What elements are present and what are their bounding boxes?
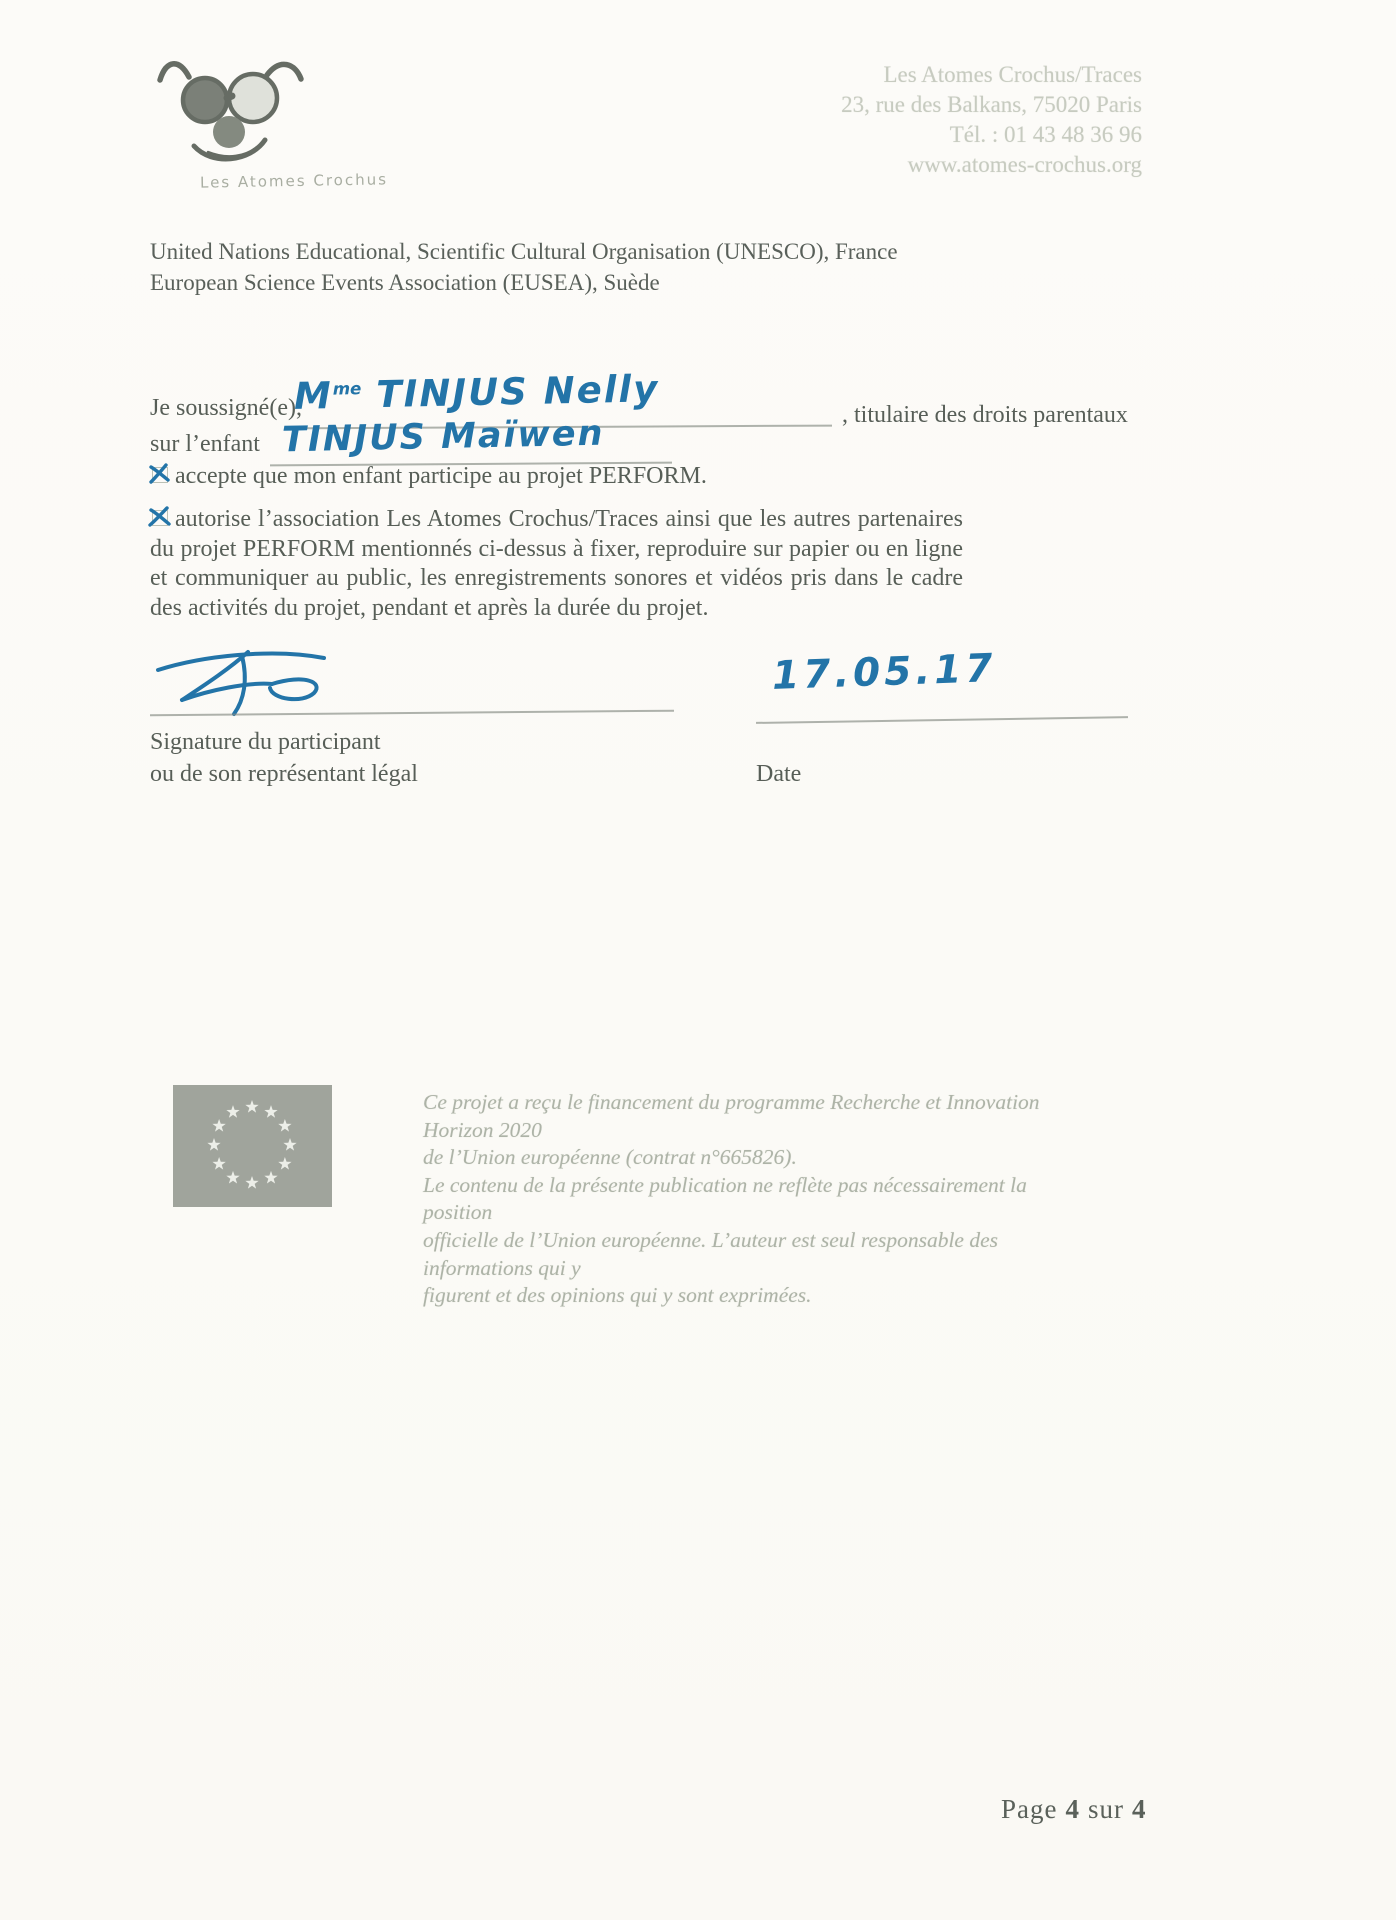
eu-funding-note [423, 1089, 1073, 1310]
page-number [1001, 1794, 1146, 1825]
disclaimer-line: Le contenu de la présente publication ne reflète pas nécessairement la position [423, 1172, 1027, 1225]
funding-line: de l’Union européenne (contrat n°665826). [423, 1145, 797, 1170]
signature-label-line: Signature du participant [150, 729, 381, 755]
consent-item-authorize [150, 505, 963, 623]
page-total: 4 [1131, 1794, 1147, 1824]
page-current: 4 [1065, 1794, 1080, 1824]
child-prefix: sur l’enfant [150, 431, 260, 457]
date-line [756, 716, 1128, 724]
organisation-line: United Nations Educational, Scientific Cultural Organisation (UNESCO), France [150, 239, 898, 264]
letterhead-address [841, 60, 1142, 180]
address-line: Tél. : 01 43 48 36 96 [949, 122, 1142, 147]
page-sur-word: sur [1087, 1794, 1124, 1824]
eu-flag-icon [173, 1085, 332, 1207]
logo-caption: Les Atomes Crochus [199, 170, 389, 192]
address-line: 23, rue des Balkans, 75020 Paris [841, 92, 1142, 117]
date-handwritten: 17.05.17 [771, 646, 998, 699]
handwritten-x-mark-icon [146, 460, 174, 488]
disclaimer-line: officielle de l’Union européenne. L’auteur est seul responsable des informations qui y [423, 1227, 998, 1280]
consent-item-accept [150, 463, 707, 490]
undersigned-suffix: , titulaire des droits parentaux [842, 402, 1128, 428]
funding-line: Ce projet a reçu le financement du programme Recherche et Innovation Horizon 2020 [423, 1090, 1040, 1142]
date-label: Date [756, 761, 802, 787]
undersigned-title-sup: me [332, 379, 362, 399]
checkbox-accept [150, 465, 172, 485]
consent-authorize-text: autorise l’association Les Atomes Crochus/Traces ainsi que les autres partenaires du projet PERFORM mentionnés ci-dessus à fixer, reproduire sur papier ou en ligne et communiquer au public, les enregistrements sonores et vidéos pris dans le cadre des activités du projet, pendant et après la durée du projet. [150, 506, 963, 621]
undersigned-name-text: TINJUS Nelly [375, 367, 660, 417]
undersigned-prefix: Je soussigné(e), [150, 395, 302, 421]
signature-scribble [152, 636, 352, 718]
disclaimer-line: figurent et des opinions qui y sont exprimées. [423, 1283, 812, 1308]
address-line: Les Atomes Crochus/Traces [883, 62, 1142, 87]
child-name-handwritten: TINJUS Maïwen [281, 413, 605, 461]
consent-accept-text: accepte que mon enfant participe au projet PERFORM. [175, 463, 707, 489]
signature-label-line: ou de son représentant légal [150, 761, 418, 787]
address-line: www.atomes-crochus.org [907, 152, 1142, 177]
handwritten-x-mark-icon [146, 503, 174, 531]
undersigned-name-handwritten [294, 367, 660, 418]
page-word: Page [1001, 1794, 1058, 1824]
checkbox-authorize [150, 508, 172, 528]
partner-organisations [150, 236, 898, 298]
undersigned-title: M [293, 374, 334, 418]
atomes-crochus-logo-icon [148, 48, 310, 166]
signature-label [150, 726, 418, 790]
organisation-line: European Science Events Association (EUSEA), Suède [150, 270, 660, 295]
